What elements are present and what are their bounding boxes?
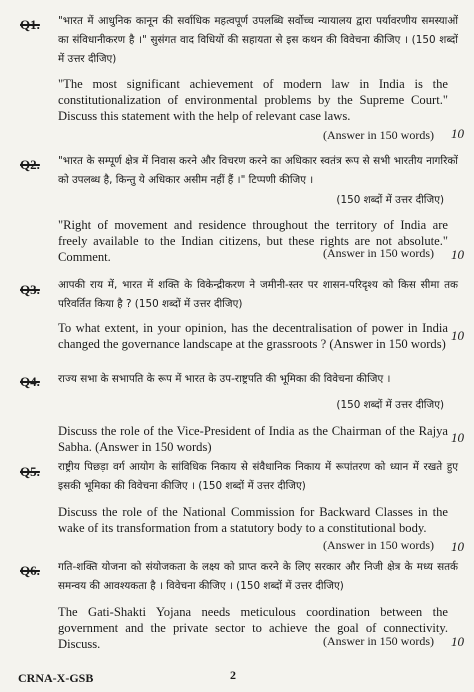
question-text-english: "The most significant achievement of modern law in India is the constitutionalization of environmental problems by the Supreme Court." Discuss this statement with the help of relevant case laws.	[58, 77, 448, 123]
answer-word-limit-hindi: (150 शब्दों में उत्तर दीजिए)	[336, 194, 444, 206]
question-text-english: Discuss the role of the Vice-President of India as the Chairman of the Rajya Sabha. (Answer in 150 words)	[58, 424, 448, 454]
question-text-hindi: आपकी राय में, भारत में शक्ति के विकेन्द्रीकरण ने जमीनी-स्तर पर शासन-परिदृश्य को किस सीमा तक परिवर्तित किया है ? (150 शब्दों में उत्तर दीजिए)	[58, 279, 458, 310]
marks: 10	[451, 328, 464, 343]
question-number: Q4.	[20, 374, 40, 389]
answer-word-limit-hindi: (150 शब्दों में उत्तर दीजिए)	[336, 399, 444, 411]
marks: 10	[451, 126, 464, 141]
question-number: Q2.	[20, 157, 40, 172]
question-text-english: Discuss the role of the National Commission for Backward Classes in the wake of its transformation from a statutory body to a constitutional body.	[58, 505, 448, 535]
question-number: Q5.	[20, 464, 40, 479]
answer-word-limit: (Answer in 150 words)	[323, 538, 434, 552]
question-number: Q6.	[20, 563, 40, 578]
answer-word-limit: (Answer in 150 words)	[323, 634, 434, 648]
question-text-hindi: गति-शक्ति योजना को संयोजकता के लक्ष्य को प्राप्त करने के लिए सरकार और निजी क्षेत्र के मध्य सतर्क समन्वय की आवश्यकता है । विवेचना कीजिए । (150 शब्दों में उत्तर दीजिए)	[58, 561, 458, 592]
question-text-english: To what extent, in your opinion, has the decentralisation of power in India changed the governance landscape at the grassroots ? (Answer in 150 words)	[58, 321, 448, 351]
question-text-hindi: राज्य सभा के सभापति के रूप में भारत के उप-राष्ट्रपति की भूमिका की विवेचना कीजिए ।	[58, 373, 391, 385]
marks: 10	[451, 634, 464, 649]
question-text-english: The Gati-Shakti Yojana needs meticulous coordination between the government and the private sector to achieve the goal of connectivity. Discuss.	[58, 605, 448, 651]
answer-word-limit: (Answer in 150 words)	[323, 246, 434, 260]
question-text-hindi: "भारत के सम्पूर्ण क्षेत्र में निवास करने और विचरण करने का अधिकार स्वतंत्र रूप से सभी भारतीय नागरिकों को उपलब्ध है, किन्तु ये अधिकार असीम नहीं हैं ।" टिप्पणी कीजिए ।	[58, 155, 458, 186]
page-number: 2	[230, 668, 236, 682]
paper-code: CRNA-X-GSB	[18, 671, 94, 685]
question-text-english: "Right of movement and residence throughout the territory of India are freely available to the Indian citizens, but these rights are not absolute." Comment.	[58, 218, 448, 264]
answer-word-limit: (Answer in 150 words)	[323, 128, 434, 142]
marks: 10	[451, 539, 464, 554]
marks: 10	[451, 430, 464, 445]
question-number: Q3.	[20, 282, 40, 297]
question-text-hindi: राष्ट्रीय पिछड़ा वर्ग आयोग के सांविधिक निकाय से संवैधानिक निकाय में रूपांतरण को ध्यान में रखते हुए इसकी भूमिका की विवेचना कीजिए । (150 शब्दों में उत्तर दीजिए)	[58, 461, 458, 492]
question-number: Q1.	[20, 17, 40, 32]
marks: 10	[451, 247, 464, 262]
question-text-hindi: "भारत में आधुनिक कानून की सर्वाधिक महत्वपूर्ण उपलब्धि सर्वोच्च न्यायालय द्वारा पर्यावरणीय समस्याओं का संविधानीकरण है ।" सुसंगत वाद विधियों की सहायता से इस कथन की विवेचना कीजिए । (150 शब्दों में उत्तर दीजिए)	[58, 15, 458, 65]
